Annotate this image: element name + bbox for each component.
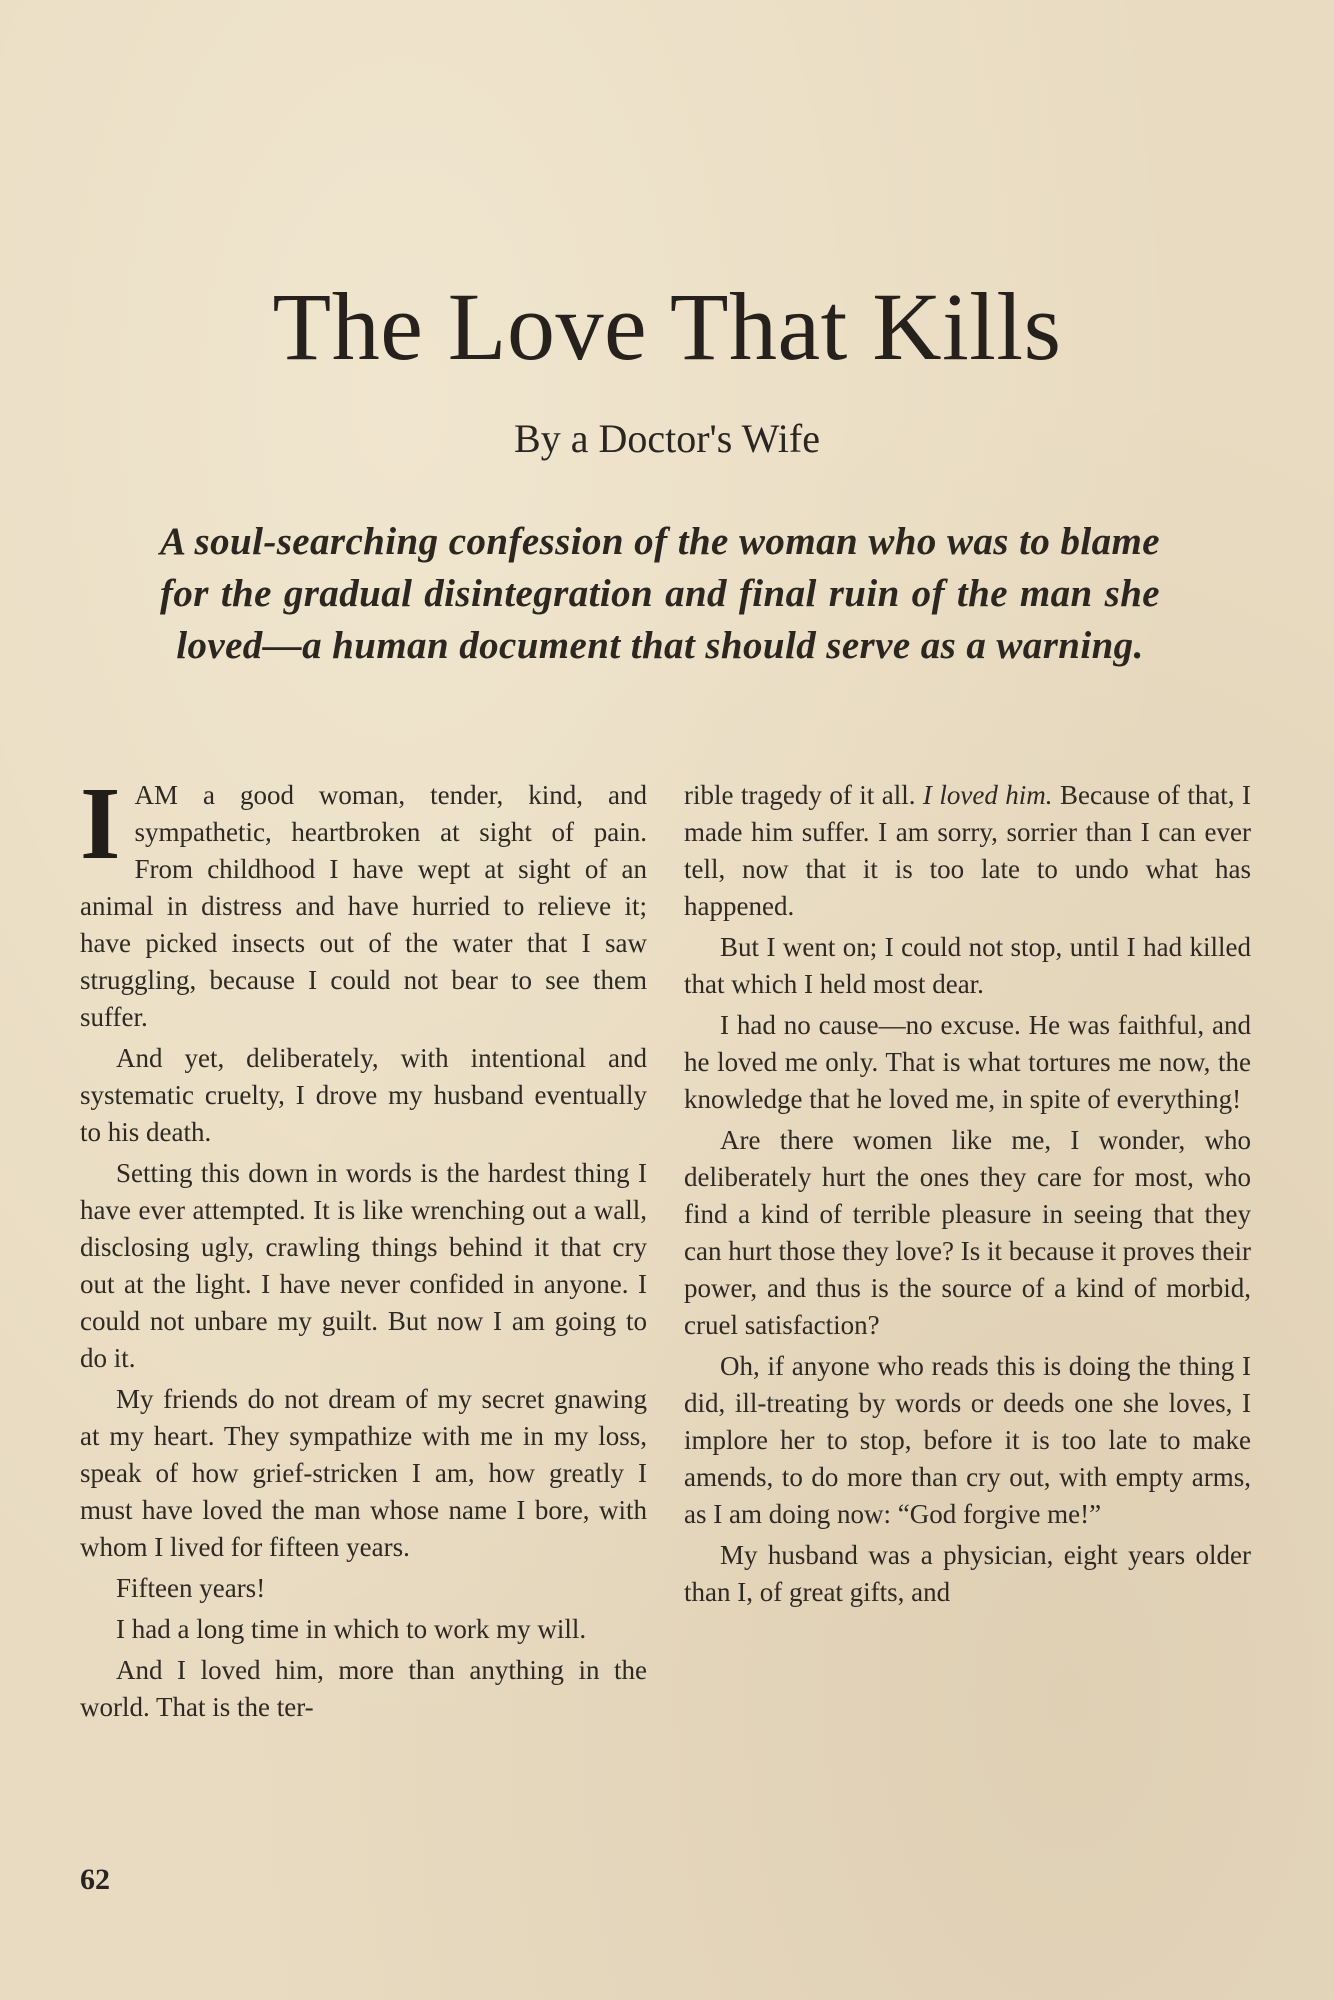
paragraph-9: But I went on; I could not stop, until I had killed that which I held most dear. xyxy=(684,932,1251,999)
paragraph-2: And yet, deliberately, with intentional and systematic cruelty, I drove my husband eventually to his death. xyxy=(80,1043,647,1147)
paragraph-12: Oh, if anyone who reads this is doing the thing I did, ill-treating by words or deeds one she loves, I implore her to stop, before it is too late to make amends, to do more than cry out, with empty arms, as I am doing now: “God forgive me!” xyxy=(684,1351,1251,1529)
paragraph-8 xyxy=(684,777,1251,925)
paragraph-7: And I loved him, more than anything in the world. That is the ter- xyxy=(80,1655,647,1722)
paragraph-4: My friends do not dream of my secret gnawing at my heart. They sympathize with me in my loss, speak of how grief-stricken I am, how greatly I must have loved the man whose name I bore, with whom I lived for fifteen years. xyxy=(80,1384,647,1562)
article-title: The Love That Kills xyxy=(272,273,1062,380)
paragraph-8-end: Because of that, I made him suffer. I am sorry, sorrier than I can ever tell, now that it is too late to undo what has happened. xyxy=(684,780,1251,921)
paragraph-11: Are there women like me, I wonder, who deliberately hurt the ones they care for most, who find a kind of terrible pleasure in seeing that they can hurt those they love? Is it because it proves their power, and thus is the source of a kind of morbid, cruel satisfaction? xyxy=(684,1125,1251,1340)
paragraph-13: My husband was a physician, eight years older than I, of great gifts, and xyxy=(684,1540,1251,1607)
paragraph-1 xyxy=(80,766,647,1036)
article-deck: A soul-searching confession of the woman who was to blame for the gradual disintegration and final ruin of the man she loved—a human document that should serve as a warning. xyxy=(160,520,1160,667)
right-column xyxy=(684,777,1251,1611)
page-number: 62 xyxy=(80,1863,110,1896)
paragraph-3: Setting this down in words is the hardest thing I have ever attempted. It is like wrenching out a wall, disclosing ugly, crawling things behind it that cry out at the light. I have never confided in anyone. I could not unbare my guilt. But now I am going to do it. xyxy=(80,1158,647,1373)
left-column xyxy=(80,766,647,1726)
paragraph-10: I had no cause—no excuse. He was faithful, and he loved me only. That is what tortures me now, the knowledge that he loved me, in spite of everything! xyxy=(684,1010,1251,1114)
drop-cap: I xyxy=(80,766,121,881)
article-byline: By a Doctor's Wife xyxy=(514,416,820,461)
paragraph-5: Fifteen years! xyxy=(116,1573,266,1603)
emphasis-text: I loved him. xyxy=(922,780,1053,810)
paragraph-1-text: AM a good woman, tender, kind, and sympathetic, heartbroken at sight of pain. From childhood I have wept at sight of an animal in distress and have hurried to relieve it; have picked insects out of the water that I saw struggling, because I could not bear to see them suffer. xyxy=(80,780,647,1032)
paragraph-6: I had a long time in which to work my will. xyxy=(116,1614,587,1644)
paragraph-8-start: rible tragedy of it all. xyxy=(684,780,923,810)
